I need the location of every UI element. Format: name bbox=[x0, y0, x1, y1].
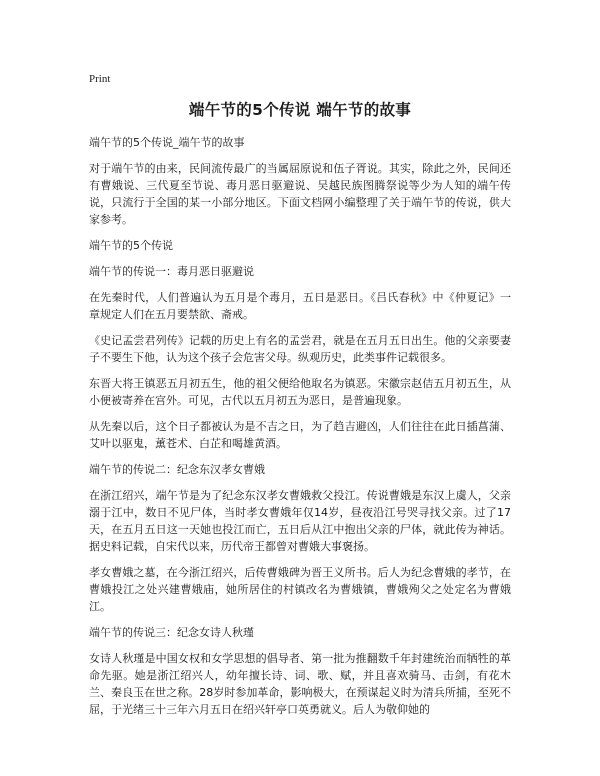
section-title: 端午节的5个传说 bbox=[89, 239, 173, 252]
legend-1-paragraph: 从先秦以后，这个日子都被认为是不吉之日，为了趋吉避凶，人们往往在此日插菖蒲、艾叶以驱鬼，薰苍术、白芷和喝雄黄酒。 bbox=[89, 420, 511, 450]
legend-3-paragraph: 女诗人秋瑾是中国女权和女学思想的倡导者、第一批为推翻数千年封建统治而牺牲的革命先驱。她是浙江绍兴人，幼年擅长诗、词、歌、赋，并且喜欢骑马、击剑，有花木兰、秦良玉在世之称。28岁时参加革命，影响极大，在预谋起义时为清兵所捕，至死不屈，于光绪三十三年六月五日在绍兴轩亭口英勇就义。后人为敬仰她的 bbox=[89, 652, 511, 716]
legend-1-paragraph: 在先秦时代，人们普遍认为五月是个毒月，五日是恶日。《吕氏春秋》中《仲夏记》一章规定人们在五月要禁欲、斋戒。 bbox=[89, 291, 511, 321]
legend-2-paragraph: 在浙江绍兴，端午节是为了纪念东汉孝女曹娥救父投江。传说曹娥是东汉上虞人，父亲溺于江中，数日不见尸体，当时孝女曹娥年仅14岁，昼夜沿江号哭寻找父亲。过了17天，在五月五日这一天她也投江而亡，五日后从江中抱出父亲的尸体，就此传为神话。据史料记载，自宋代以来，历代帝王都曾对曹娥大事褒扬。 bbox=[89, 489, 511, 553]
legend-3-heading: 端午节的传说三：纪念女诗人秋瑾 bbox=[89, 626, 254, 639]
legend-2-paragraph: 孝女曹娥之墓，在今浙江绍兴，后传曹娥碑为晋王义所书。后人为纪念曹娥的孝节，在曹娥投江之处兴建曹娥庙，她所居住的村镇改名为曹娥镇，曹娥殉父之处定名为曹娥江。 bbox=[89, 566, 511, 613]
print-link[interactable]: Print bbox=[89, 73, 111, 85]
legend-1-paragraph: 东晋大将王镇恶五月初五生，他的祖父便给他取名为镇恶。宋徽宗赵佶五月初五生，从小便被寄养在宫外。可见，古代以五月初五为恶日，是普遍现象。 bbox=[89, 377, 511, 407]
legend-1-paragraph: 《史记孟尝君列传》记载的历史上有名的孟尝君，就是在五月五日出生。他的父亲要妻子不要生下他，认为这个孩子会危害父母。纵观历史，此类事件记载很多。 bbox=[89, 334, 511, 364]
intro-paragraph: 对于端午节的由来，民间流传最广的当属屈原说和伍子胥说。其实，除此之外，民间还有曹娥说、三代夏至节说、毒月恶日驱避说、吴越民族图腾祭说等少为人知的端午传说，只流行于全国的某一小部分地区。下面文档网小编整理了关于端午节的传说，供大家参考。 bbox=[89, 162, 511, 226]
legend-1-heading: 端午节的传说一：毒月恶日驱避说 bbox=[89, 265, 254, 278]
page-title: 端午节的5个传说 端午节的故事 bbox=[188, 101, 412, 119]
legend-2-heading: 端午节的传说二：纪念东汉孝女曹娥 bbox=[89, 463, 265, 476]
document-subtitle: 端午节的5个传说_端午节的故事 bbox=[89, 136, 245, 149]
